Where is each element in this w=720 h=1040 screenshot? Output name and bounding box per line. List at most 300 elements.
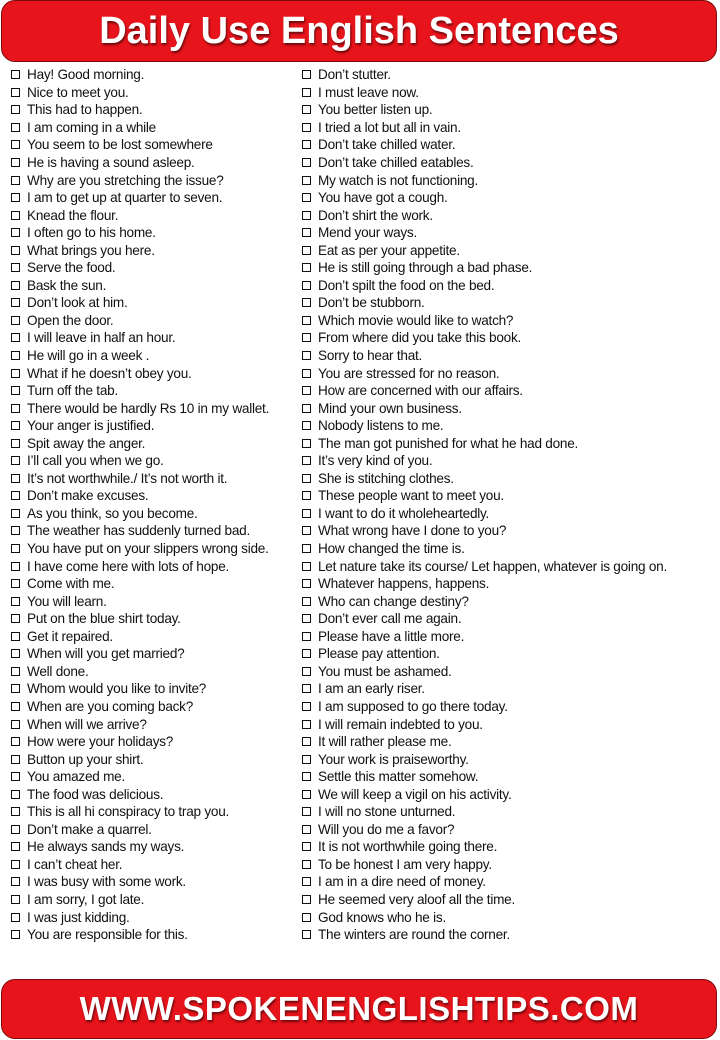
checkbox-icon [11, 702, 20, 711]
sentence-text: Why are you stretching the issue? [27, 172, 224, 188]
sentence-item [11, 364, 299, 382]
checkbox-icon [302, 860, 311, 869]
sentence-item [11, 680, 299, 698]
checkbox-icon [11, 614, 20, 623]
sentence-text: Open the door. [27, 312, 114, 328]
checkbox-icon [11, 877, 20, 886]
sentence-item [302, 768, 714, 786]
right-sentence-list [302, 66, 714, 943]
sentence-item [11, 119, 299, 137]
sentence-text: Your work is praiseworthy. [318, 751, 469, 767]
sentence-text: When will we arrive? [27, 716, 147, 732]
sentence-item [11, 592, 299, 610]
checkbox-icon [11, 404, 20, 413]
sentence-text: Serve the food. [27, 260, 116, 276]
sentence-item [302, 364, 714, 382]
page-title: Daily Use English Sentences [99, 9, 619, 52]
sentence-text: He seemed very aloof all the time. [318, 891, 516, 907]
sentence-text: Whom would you like to invite? [27, 681, 207, 697]
sentence-item [302, 821, 714, 839]
sentence-text: Sorry to hear that. [318, 348, 423, 364]
sentence-item [11, 663, 299, 681]
footer-banner [1, 979, 717, 1039]
sentence-item [11, 382, 299, 400]
sentence-item [11, 926, 299, 944]
checkbox-icon [11, 351, 20, 360]
sentence-text: I was just kidding. [27, 909, 130, 925]
sentence-text: Spit away the anger. [27, 435, 146, 451]
sentence-text: He always sands my ways. [27, 839, 185, 855]
checkbox-icon [302, 755, 311, 764]
sentence-text: These people want to meet you. [318, 488, 504, 504]
sentence-text: My watch is not functioning. [318, 172, 478, 188]
sentence-item [302, 698, 714, 716]
sentence-text: Eat as per your appetite. [318, 242, 460, 258]
sentence-item [302, 785, 714, 803]
checkbox-icon [11, 649, 20, 658]
sentence-text: I want to do it wholeheartedly. [318, 505, 490, 521]
sentence-item [302, 347, 714, 365]
checkbox-icon [11, 755, 20, 764]
checkbox-icon [11, 790, 20, 799]
checkbox-icon [302, 737, 311, 746]
sentence-text: I am supposed to go there today. [318, 698, 508, 714]
sentence-item [11, 750, 299, 768]
checkbox-icon [11, 140, 20, 149]
checkbox-icon [302, 281, 311, 290]
sentence-text: Come with me. [27, 576, 115, 592]
sentence-item [302, 557, 714, 575]
sentence-item [11, 505, 299, 523]
sentence-text: We will keep a vigil on his activity. [318, 786, 512, 802]
checkbox-icon [11, 720, 20, 729]
sentence-item [302, 189, 714, 207]
sentence-text: You are responsible for this. [27, 927, 188, 943]
sentence-item [11, 294, 299, 312]
checkbox-icon [11, 579, 20, 588]
sentence-text: Knead the flour. [27, 207, 119, 223]
checkbox-icon [11, 913, 20, 922]
checkbox-icon [302, 702, 311, 711]
checkbox-icon [302, 369, 311, 378]
checkbox-icon [11, 105, 20, 114]
sentence-text: He is still going through a bad phase. [318, 260, 533, 276]
sentence-item [302, 680, 714, 698]
sentence-item [11, 347, 299, 365]
sentence-item [11, 171, 299, 189]
checkbox-icon [11, 562, 20, 571]
sentence-text: Mend your ways. [318, 225, 417, 241]
sentence-item [11, 610, 299, 628]
sentence-text: You have got a cough. [318, 190, 448, 206]
left-sentence-list [11, 66, 299, 943]
sentence-text: How are concerned with our affairs. [318, 383, 523, 399]
checkbox-icon [11, 246, 20, 255]
sentence-item [302, 277, 714, 295]
sentence-item [302, 926, 714, 944]
sentence-text: She is stitching clothes. [318, 470, 454, 486]
checkbox-icon [11, 667, 20, 676]
checkbox-icon [11, 211, 20, 220]
sentence-text: Don’t make excuses. [27, 488, 149, 504]
sentence-text: It’s very kind of you. [318, 453, 433, 469]
checkbox-icon [302, 649, 311, 658]
checkbox-icon [302, 509, 311, 518]
checkbox-icon [11, 544, 20, 553]
sentence-item [11, 838, 299, 856]
sentence-text: I tried a lot but all in vain. [318, 119, 461, 135]
sentence-item [302, 171, 714, 189]
sentence-item [302, 101, 714, 119]
sentence-text: I will remain indebted to you. [318, 716, 483, 732]
sentence-item [302, 487, 714, 505]
sentence-text: I often go to his home. [27, 225, 156, 241]
checkbox-icon [302, 544, 311, 553]
sentence-text: As you think, so you become. [27, 505, 198, 521]
checkbox-icon [302, 228, 311, 237]
sentence-text: Settle this matter somehow. [318, 769, 479, 785]
sentence-item [11, 312, 299, 330]
checkbox-icon [302, 246, 311, 255]
checkbox-icon [11, 597, 20, 606]
sentence-item [302, 610, 714, 628]
checkbox-icon [11, 842, 20, 851]
sentence-item [11, 470, 299, 488]
sentence-item [11, 136, 299, 154]
sentence-text: Put on the blue shirt today. [27, 611, 181, 627]
sentence-text: Don’t stutter. [318, 67, 391, 83]
checkbox-icon [302, 579, 311, 588]
checkbox-icon [302, 70, 311, 79]
sentence-item [11, 417, 299, 435]
sentence-item [302, 417, 714, 435]
checkbox-icon [302, 421, 311, 430]
sentence-text: You are stressed for no reason. [318, 365, 500, 381]
sentence-text: This had to happen. [27, 102, 143, 118]
checkbox-icon [302, 123, 311, 132]
sentence-text: Button up your shirt. [27, 751, 144, 767]
sentence-text: You amazed me. [27, 769, 126, 785]
sentence-text: It’s not worthwhile./ It’s not worth it. [27, 470, 228, 486]
sentence-item [302, 873, 714, 891]
sentence-text: I am in a dire need of money. [318, 874, 486, 890]
sentence-item [302, 259, 714, 277]
sentence-item [302, 399, 714, 417]
checkbox-icon [11, 439, 20, 448]
checkbox-icon [302, 211, 311, 220]
sentence-item [302, 856, 714, 874]
sentence-text: I will leave in half an hour. [27, 330, 176, 346]
checkbox-icon [302, 298, 311, 307]
sentence-item [11, 329, 299, 347]
checkbox-icon [302, 176, 311, 185]
checkbox-icon [11, 70, 20, 79]
sentence-text: I am sorry, I got late. [27, 891, 145, 907]
sentence-item [302, 452, 714, 470]
checkbox-icon [302, 807, 311, 816]
sentence-item [302, 540, 714, 558]
checkbox-icon [302, 105, 311, 114]
sentence-item [302, 803, 714, 821]
sentence-text: To be honest I am very happy. [318, 856, 492, 872]
title-banner [1, 0, 717, 62]
sentence-text: He is having a sound asleep. [27, 155, 195, 170]
sentence-text: Don’t shirt the work. [318, 207, 433, 223]
sentence-text: Will you do me a favor? [318, 821, 455, 837]
checkbox-icon [11, 228, 20, 237]
sentence-text: Hay! Good morning. [27, 67, 145, 83]
sentence-text: Which movie would like to watch? [318, 312, 514, 328]
sentence-text: He will go in a week . [27, 348, 150, 364]
sentence-item [302, 382, 714, 400]
sentence-item [11, 154, 299, 172]
sentence-item [302, 645, 714, 663]
sentence-text: Don’t look at him. [27, 295, 128, 311]
sentence-item [302, 891, 714, 909]
sentence-item [302, 715, 714, 733]
sentence-item [11, 645, 299, 663]
sentence-item [302, 66, 714, 84]
sentence-text: Please have a little more. [318, 628, 465, 644]
sentence-text: Don’t spilt the food on the bed. [318, 277, 495, 293]
sentence-text: I am to get up at quarter to seven. [27, 190, 223, 206]
sentence-item [11, 785, 299, 803]
sentence-text: The man got punished for what he had done. [318, 435, 579, 451]
sentence-item [11, 84, 299, 102]
checkbox-icon [302, 491, 311, 500]
sentence-text: How were your holidays? [27, 734, 174, 750]
checkbox-icon [302, 263, 311, 272]
checkbox-icon [302, 140, 311, 149]
sentence-item [11, 557, 299, 575]
sentence-text: I must leave now. [318, 84, 419, 100]
sentence-item [11, 101, 299, 119]
sentence-text: Who can change destiny? [318, 593, 469, 609]
sentence-text: Don’t ever call me again. [318, 611, 462, 627]
sentence-text: From where did you take this book. [318, 330, 522, 346]
checkbox-icon [302, 614, 311, 623]
checkbox-icon [302, 439, 311, 448]
sentence-text: Bask the sun. [27, 277, 107, 293]
checkbox-icon [302, 562, 311, 571]
sentence-text: Don’t take chilled eatables. [318, 155, 474, 170]
sentence-text: God knows who he is. [318, 909, 446, 925]
checkbox-icon [11, 825, 20, 834]
sentence-item [302, 505, 714, 523]
checkbox-icon [11, 474, 20, 483]
sentence-text: The winters are round the corner. [318, 927, 510, 943]
sentence-text: There would be hardly Rs 10 in my wallet. [27, 400, 270, 416]
checkbox-icon [11, 632, 20, 641]
website-url: WWW.SPOKENENGLISHTIPS.COM [79, 990, 639, 1027]
sentence-text: Don’t be stubborn. [318, 295, 425, 311]
sentence-text: I was busy with some work. [27, 874, 186, 890]
sentence-item [302, 663, 714, 681]
sentence-item [302, 908, 714, 926]
sentence-item [11, 891, 299, 909]
checkbox-icon [302, 895, 311, 904]
sentence-item [11, 821, 299, 839]
sentence-item [302, 434, 714, 452]
sentence-item [302, 628, 714, 646]
sentence-text: How changed the time is. [318, 541, 465, 557]
checkbox-icon [302, 88, 311, 97]
sentence-item [302, 224, 714, 242]
sentence-text: The weather has suddenly turned bad. [27, 523, 251, 539]
sentence-item [11, 803, 299, 821]
sentence-text: It will rather please me. [318, 734, 452, 750]
checkbox-icon [11, 772, 20, 781]
checkbox-icon [302, 667, 311, 676]
checkbox-icon [11, 509, 20, 518]
checkbox-icon [302, 877, 311, 886]
sentence-text: Get it repaired. [27, 628, 113, 644]
sentence-item [11, 434, 299, 452]
checkbox-icon [302, 193, 311, 202]
checkbox-icon [302, 720, 311, 729]
sentence-text: Don’t make a quarrel. [27, 821, 152, 837]
checkbox-icon [302, 404, 311, 413]
sentence-text: Let nature take its course/ Let happen, whatever is going on. [318, 558, 667, 574]
checkbox-icon [11, 281, 20, 290]
checkbox-icon [11, 158, 20, 167]
sentence-item [302, 119, 714, 137]
sentence-item [302, 575, 714, 593]
sentence-text: I will no stone unturned. [318, 804, 456, 820]
sentence-text: Whatever happens, happens. [318, 576, 490, 592]
checkbox-icon [11, 123, 20, 132]
sentence-item [302, 329, 714, 347]
checkbox-icon [302, 351, 311, 360]
checkbox-icon [302, 158, 311, 167]
sentence-text: The food was delicious. [27, 786, 164, 802]
sentence-text: I am an early riser. [318, 681, 425, 697]
sentence-text: You seem to be lost somewhere [27, 137, 213, 153]
checkbox-icon [11, 526, 20, 535]
sentence-item [11, 259, 299, 277]
sentence-item [302, 470, 714, 488]
sentence-item [302, 154, 714, 172]
checkbox-icon [302, 474, 311, 483]
sentence-item [302, 750, 714, 768]
checkbox-icon [302, 316, 311, 325]
checkbox-icon [11, 860, 20, 869]
checkbox-icon [11, 263, 20, 272]
sentence-item [11, 522, 299, 540]
checkbox-icon [302, 913, 311, 922]
checkbox-icon [11, 316, 20, 325]
sentence-text: Well done. [27, 663, 89, 679]
sentence-text: I’ll call you when we go. [27, 453, 164, 469]
sentence-text: Nobody listens to me. [318, 418, 444, 434]
checkbox-icon [11, 369, 20, 378]
checkbox-icon [11, 193, 20, 202]
sentence-item [11, 733, 299, 751]
sentence-item [11, 206, 299, 224]
sentence-item [11, 241, 299, 259]
sentence-item [302, 136, 714, 154]
sentence-text: Please pay attention. [318, 646, 440, 662]
sentence-item [11, 487, 299, 505]
sentence-text: I am coming in a while [27, 119, 156, 135]
checkbox-icon [11, 333, 20, 342]
sentence-item [11, 628, 299, 646]
sentence-text: What if he doesn’t obey you. [27, 365, 192, 381]
sentence-item [11, 224, 299, 242]
sentence-item [302, 522, 714, 540]
checkbox-icon [11, 298, 20, 307]
sentence-item [11, 66, 299, 84]
checkbox-icon [302, 526, 311, 535]
sentence-item [302, 838, 714, 856]
checkbox-icon [302, 684, 311, 693]
sentence-item [302, 592, 714, 610]
sentence-text: I can’t cheat her. [27, 856, 123, 872]
sentence-text: You better listen up. [318, 102, 433, 118]
sentence-item [11, 715, 299, 733]
sentence-text: Turn off the tab. [27, 383, 118, 399]
sentence-text: When will you get married? [27, 646, 185, 662]
checkbox-icon [302, 772, 311, 781]
checkbox-icon [302, 930, 311, 939]
sentence-item [11, 189, 299, 207]
checkbox-icon [11, 88, 20, 97]
sentence-text: You have put on your slippers wrong side. [27, 541, 269, 557]
sentence-item [11, 277, 299, 295]
sentence-text: Your anger is justified. [27, 418, 155, 434]
sentence-item [302, 294, 714, 312]
sentence-item [11, 540, 299, 558]
checkbox-icon [11, 895, 20, 904]
sentence-text: Don’t take chilled water. [318, 137, 456, 153]
sentence-text: Nice to meet you. [27, 84, 129, 100]
sentence-text: This is all hi conspiracy to trap you. [27, 804, 230, 820]
checkbox-icon [302, 632, 311, 641]
checkbox-icon [302, 825, 311, 834]
checkbox-icon [11, 386, 20, 395]
sentence-text: What wrong have I done to you? [318, 523, 507, 539]
checkbox-icon [11, 930, 20, 939]
sentence-item [11, 452, 299, 470]
checkbox-icon [302, 456, 311, 465]
sentence-item [11, 908, 299, 926]
checkbox-icon [302, 597, 311, 606]
sentence-text: When are you coming back? [27, 698, 194, 714]
sentence-item [302, 733, 714, 751]
sentence-item [11, 575, 299, 593]
sentence-item [302, 84, 714, 102]
checkbox-icon [11, 684, 20, 693]
sentence-item [11, 856, 299, 874]
checkbox-icon [11, 737, 20, 746]
sentence-text: I have come here with lots of hope. [27, 558, 230, 574]
sentence-item [302, 206, 714, 224]
checkbox-icon [302, 333, 311, 342]
sentence-text: You must be ashamed. [318, 663, 452, 679]
checkbox-icon [302, 790, 311, 799]
sentence-item [302, 312, 714, 330]
sentence-text: It is not worthwhile going there. [318, 839, 498, 855]
checkbox-icon [11, 456, 20, 465]
checkbox-icon [11, 176, 20, 185]
sentence-item [11, 399, 299, 417]
checkbox-icon [11, 421, 20, 430]
sentence-item [11, 698, 299, 716]
sentence-text: Mind your own business. [318, 400, 462, 416]
sentence-text: You will learn. [27, 593, 107, 609]
sentence-item [302, 241, 714, 259]
checkbox-icon [302, 386, 311, 395]
